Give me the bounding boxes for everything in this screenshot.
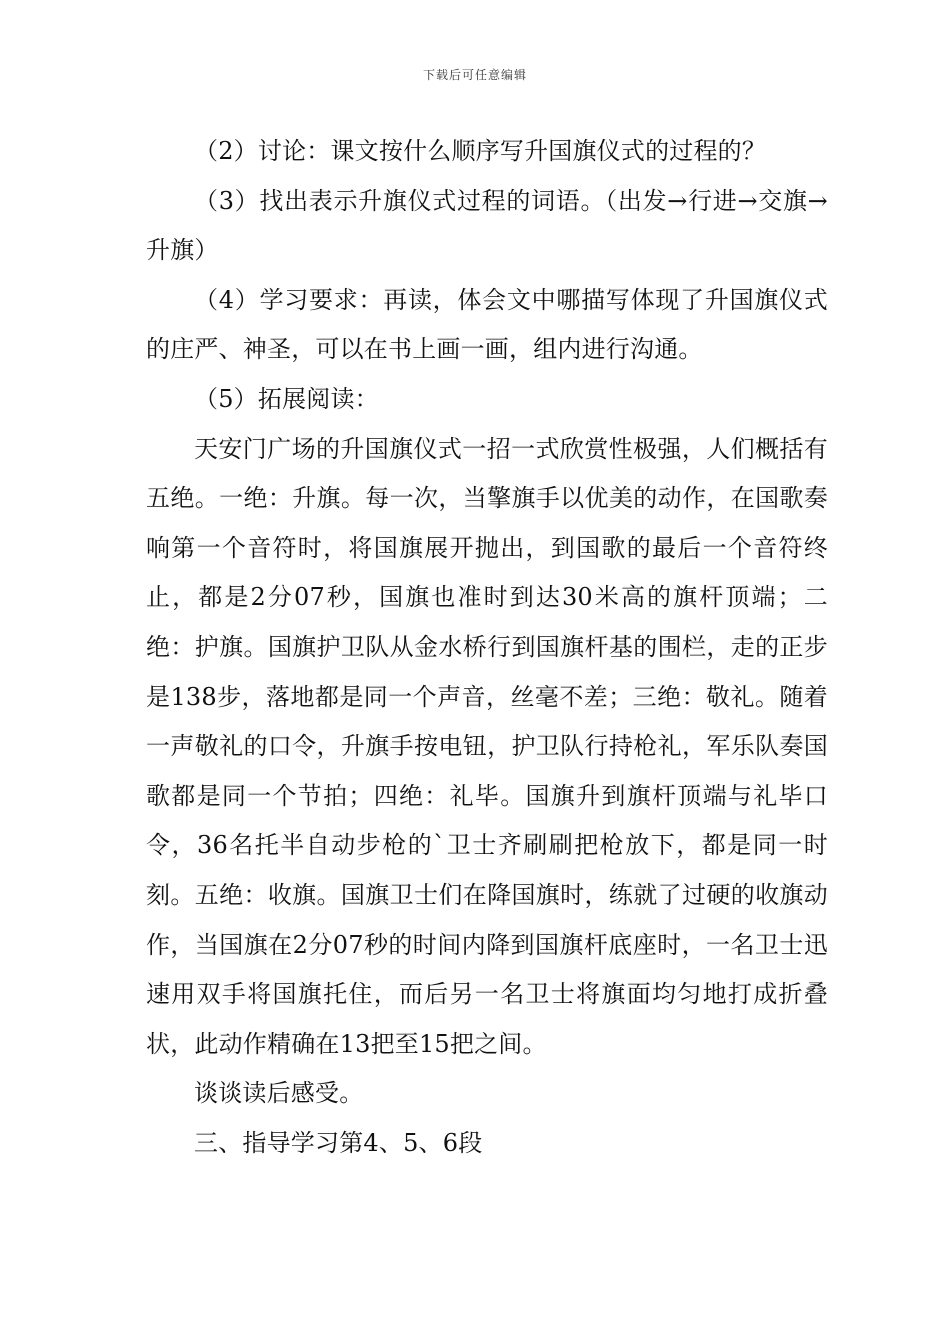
paragraph-extended-reading-title: （5）拓展阅读：: [194, 384, 379, 413]
paragraph-discussion: （2）讨论：课文按什么顺序写升国旗仪式的过程的？: [194, 137, 767, 165]
paragraph-find-words: （3）找出表示升旗仪式过程的词语。（出发→行进→交旗→升旗）: [146, 186, 828, 265]
paragraph-study-requirement: （4）学习要求：再读，体会文中哪描写体现了升国旗仪式的庄严、神圣，可以在书上画一画，组内进行沟通。: [146, 285, 828, 364]
paragraph-extended-reading-text: 天安门广场的升国旗仪式一招一式欣赏性极强，人们概括有五绝。一绝：升旗。每一次，当擎旗手以优美的动作，在国歌奏响第一个音符时，将国旗展开抛出，到国歌的最后一个音符终止，都是2分07秒，国旗也准时到达30米高的旗杆顶端；二绝：护旗。国旗护卫队从金水桥行到国旗杆基的围栏，走的正步是138步，落地都是同一个声音，丝毫不差；三绝：敬礼。随着一声敬礼的口令，升旗手按电钮，护卫队行持枪礼，军乐队奏国歌都是同一个节拍；四绝：礼毕。国旗升到旗杆顶端与礼毕口令，36名托半自动步枪的`卫士齐刷刷把枪放下，都是同一时刻。五绝：收旗。国旗卫士们在降国旗时，练就了过硬的收旗动作，当国旗在2分07秒的时间内降到国旗杆底座时，一名卫士迅速用双手将国旗托住，而后另一名卫士将旗面均匀地打成折叠状，此动作精确在13把至15把之间。: [146, 434, 828, 1058]
page-header: 下载后可任意编辑: [422, 68, 527, 82]
section-heading: 三、指导学习第4、5、6段: [194, 1128, 483, 1157]
paragraph-reflection: 谈谈读后感受。: [194, 1079, 364, 1108]
document-body: [146, 127, 828, 1168]
